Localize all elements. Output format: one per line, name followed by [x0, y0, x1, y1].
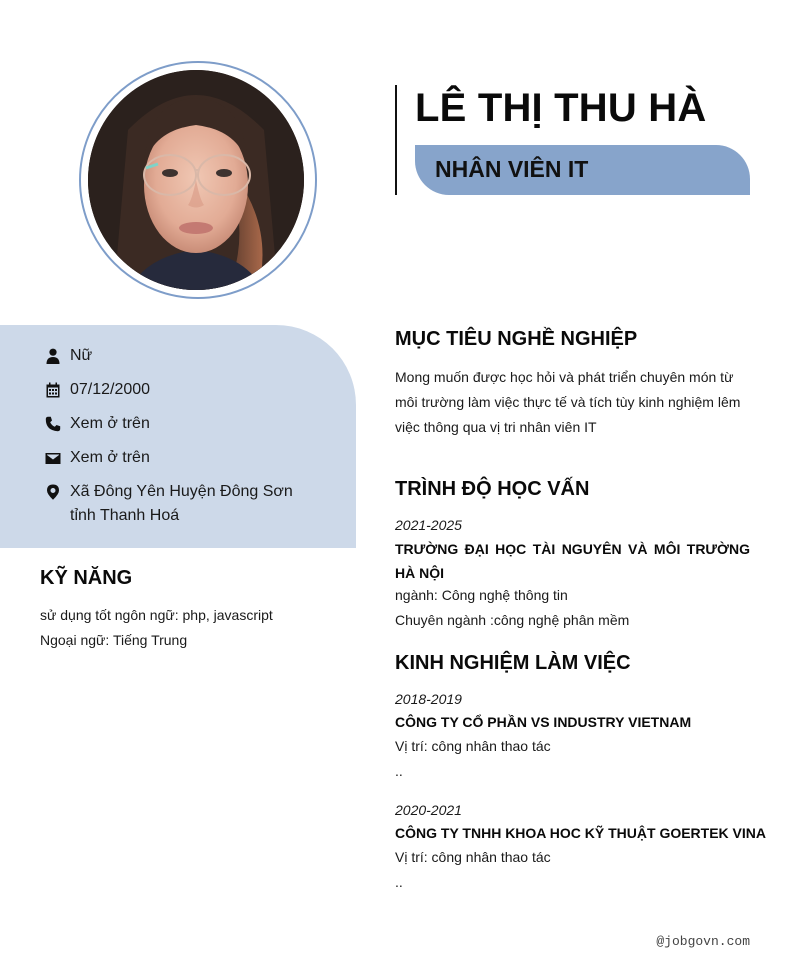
experience-company: CÔNG TY TNHH KHOA HOC KỸ THUẬT GOERTEK VINA [395, 825, 767, 841]
experience-note: .. [395, 763, 403, 779]
contact-address [44, 480, 293, 528]
skill-item: sử dụng tốt ngôn ngữ: php, javascript [40, 607, 273, 623]
education-period: 2021-2025 [395, 517, 462, 533]
experience-period: 2020-2021 [395, 802, 462, 818]
objective-text: Mong muốn được học hỏi và phát triển chuyên món từ môi trường làm việc thực tế và tích tùy kinh nghiệm lêm việc thông qua vị tri nhân viên IT [395, 369, 741, 435]
phone-icon [44, 412, 61, 436]
experience-note: .. [395, 874, 403, 890]
contact-address-label: Xã Đông Yên Huyện Đông Sơn tỉnh Thanh Hoá [70, 483, 293, 524]
avatar-photo [88, 70, 304, 290]
education-specialization: Chuyên ngành :công nghệ phân mềm [395, 612, 630, 628]
job-title-badge [415, 145, 750, 195]
name-divider [395, 85, 397, 195]
experience-position: Vị trí: công nhân thao tác [395, 849, 551, 865]
contact-gender-label: Nữ [70, 347, 93, 364]
objective-title: MỤC TIÊU NGHỀ NGHIỆP [395, 328, 638, 350]
full-name: LÊ THỊ THU HÀ [415, 86, 707, 130]
contact-birthdate-label: 07/12/2000 [70, 381, 151, 398]
education-school: TRƯỜNG ĐẠI HỌC TÀI NGUYÊN VÀ MÔI TRƯỜNG HÀ NỘI [395, 541, 750, 581]
experience-title: KINH NGHIỆM LÀM VIỆC [395, 652, 631, 674]
contact-birthdate [44, 378, 150, 402]
skill-item: Ngoại ngữ: Tiếng Trung [40, 632, 188, 648]
watermark: @jobgovn.com [656, 934, 750, 949]
education-title: TRÌNH ĐỘ HỌC VẤN [395, 478, 590, 500]
job-title: NHÂN VIÊN IT [435, 156, 589, 182]
contact-phone-label: Xem ở trên [70, 415, 150, 432]
experience-position: Vị trí: công nhân thao tác [395, 738, 551, 754]
envelope-icon [44, 446, 61, 470]
contact-email [44, 446, 150, 470]
skills-title: KỸ NĂNG [40, 567, 133, 589]
contact-email-label: Xem ở trên [70, 449, 150, 466]
contact-gender [44, 344, 92, 368]
calendar-icon [44, 378, 61, 402]
avatar [88, 70, 304, 290]
contact-phone [44, 412, 150, 436]
experience-company: CÔNG TY CỔ PHẦN VS INDUSTRY VIETNAM [395, 714, 692, 730]
person-icon [44, 344, 61, 368]
location-pin-icon [44, 480, 61, 504]
education-major: ngành: Công nghệ thông tin [395, 587, 568, 603]
experience-period: 2018-2019 [395, 691, 462, 707]
